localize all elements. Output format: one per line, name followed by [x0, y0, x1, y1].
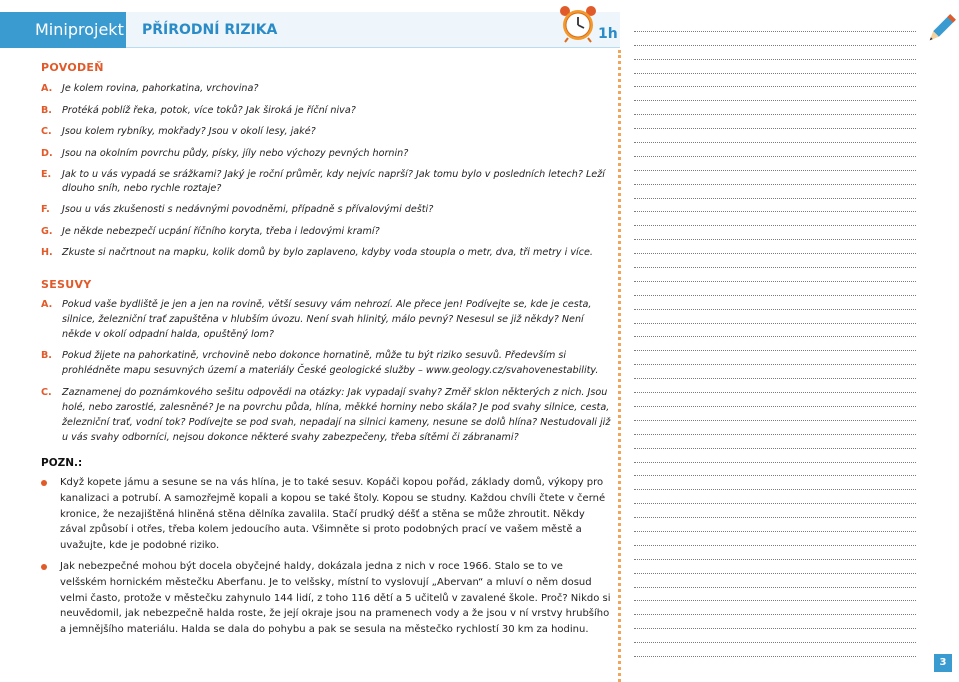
sesuvy-questions [41, 297, 611, 446]
sesuvy-heading: SESUVY [41, 277, 92, 291]
list-item [41, 125, 611, 138]
item-text: Pokud vaše bydliště je jen a jen na rovině, větší sesuvy vám nehrozí. Ale přece jen! Podívejte se, kde je cesta, silnice, železniční trať zapuštěna v hlubším úvozu. Není svah hlinitý, málo pevný? Nesesul se již někdy? Není někde v okolí odpadní halda, opuštěný lom? [62, 298, 592, 340]
alarm-clock-icon [558, 4, 598, 44]
bullet-icon [41, 480, 47, 486]
list-item [41, 203, 611, 216]
notes-heading: POZN.: [41, 457, 83, 470]
note-text: Když kopete jámu a sesune se na vás hlína, je to také sesuv. Kopáči kopou pořád, základy domů, výkopy pro kanalizaci a potrubí. A samozřejmě kopali a kopou se také štoly. Kopou se studny. Každou chvíli čtete v černé kronice, že nezajištěná hliněná stěna dělníka zavalila. Stačí prudký déšť a stěna se může zhroutit. Někdy zával způsobí i otřes, třeba kolem jedoucího auta. Všimněte si proto podobných prací ve vašem městě a uvažujte, kde je podobné riziko. [60, 477, 606, 551]
note-text: Jak nebezpečné mohou být docela obyčejné haldy, dokázala jedna z nich v roce 1966. Stalo se to ve velšském hornickém městečku Aberfanu. Je to velšsky, místní to vyslovují „Abervan“ a mluví o něm dosud velmi často, protože v městečku zahynulo 144 lidí, z toho 116 dětí a 5 učitelů v zavalené škole. Proč? Nikdo si neuvědomil, jak nebezpečně halda roste, že její okraje jsou na pramenech vody a že jsou v ní vrstvy hrubšího a jemnějšího materiálu. Halda se dala do pohybu a pak se sesula na městečko rychlostí 30 km za hodinu. [60, 561, 611, 635]
item-letter: A. [41, 298, 53, 310]
list-item [41, 246, 611, 259]
list-item [41, 559, 611, 637]
list-item [41, 168, 611, 194]
list-item [41, 385, 611, 446]
povoden-questions [41, 82, 611, 260]
list-item [41, 225, 611, 238]
page-number: 3 [934, 654, 952, 672]
item-text: Protéká poblíž řeka, potok, více toků? Jak široká je říční niva? [62, 104, 356, 116]
list-item [41, 147, 611, 160]
list-item [41, 475, 611, 553]
main-content [41, 61, 611, 643]
item-letter: E. [41, 169, 52, 181]
section-label: Miniprojekt [0, 12, 126, 48]
list-item [41, 82, 611, 95]
item-letter: F. [41, 204, 50, 216]
item-text: Zaznamenej do poznámkového sešitu odpovědi na otázky: Jak vypadají svahy? Změř sklon některých z nich. Jsou holé, nebo zarostlé, zalesněné? Je na povrchu půda, hlína, měkké horniny nebo skála? Je pod svahy silnice, cesta, železniční trať, vodní tok? Podívejte se pod svah, nepadají na silnici kameny, nesune se dolů hlína? Nestudovali již u vás svahy odborníci, nejsou dokonce některé svahy zabezpečeny, třeba sítěmi či zábranami? [62, 386, 611, 444]
item-text: Jsou na okolním povrchu půdy, písky, jíly nebo výchozy pevných hornin? [62, 147, 409, 159]
page-title: PŘÍRODNÍ RIZIKA [142, 22, 278, 38]
list-item [41, 104, 611, 117]
header-bar [126, 12, 620, 48]
item-letter: G. [41, 225, 53, 237]
item-letter: C. [41, 386, 52, 398]
list-item [41, 297, 611, 343]
column-divider [618, 50, 621, 682]
povoden-heading: POVODEŇ [41, 61, 104, 74]
notes-list [41, 475, 611, 637]
duration-label: 1h [598, 26, 618, 42]
item-text: Jak to u vás vypadá se srážkami? Jaký je roční průměr, kdy nejvíc naprší? Jak tomu bylo v posledních letech? Leží dlouho sníh, nebo rychle roztaje? [62, 169, 605, 194]
item-letter: H. [41, 247, 53, 259]
item-text: Jsou kolem rybníky, mokřady? Jsou v okolí lesy, jaké? [62, 126, 316, 138]
item-text: Je někde nebezpečí ucpání říčního koryta, třeba i ledovými kramí? [62, 225, 380, 237]
bullet-icon [41, 564, 47, 570]
item-text: Jsou u vás zkušenosti s nedávnými povodněmi, případně s přívalovými dešti? [62, 204, 434, 216]
item-letter: D. [41, 147, 53, 159]
list-item [41, 348, 611, 378]
item-text: Pokud žijete na pahorkatině, vrchovině nebo dokonce hornatině, může tu být riziko sesuvů. Především si prohlédněte mapu sesuvných území a materiály České geologické služby – www.geology.cz/svahovenestability. [62, 350, 599, 377]
item-letter: B. [41, 350, 52, 362]
notes-lines [634, 18, 916, 657]
item-letter: C. [41, 126, 52, 138]
item-letter: A. [41, 83, 53, 94]
item-text: Zkuste si načrtnout na mapku, kolik domů by bylo zaplaveno, kdyby voda stoupla o metr, dva, tři metry i více. [62, 247, 593, 259]
pencil-icon [925, 12, 957, 46]
item-letter: B. [41, 104, 52, 116]
item-text: Je kolem rovina, pahorkatina, vrchovina? [62, 83, 259, 94]
